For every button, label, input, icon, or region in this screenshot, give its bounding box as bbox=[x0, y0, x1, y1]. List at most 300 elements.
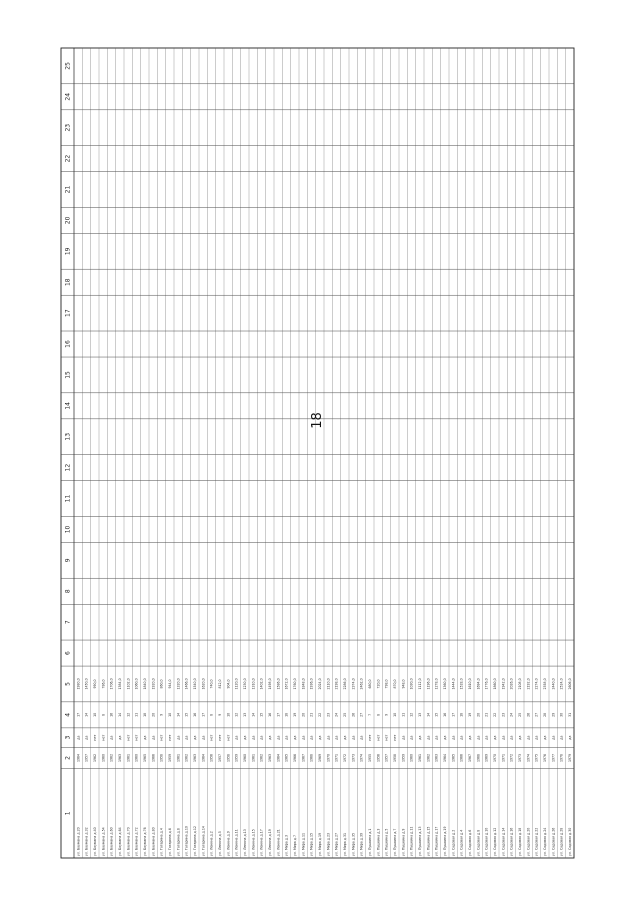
table-cell: да bbox=[468, 735, 473, 740]
table-cell: 1060,0 bbox=[134, 678, 139, 690]
table-cell: да bbox=[326, 735, 331, 740]
table-cell: 1586,0 bbox=[276, 678, 281, 690]
table-cell: 1960 bbox=[409, 753, 414, 763]
table-cell: 22 bbox=[318, 712, 323, 717]
table-cell: ул. Ленина д.2 bbox=[209, 831, 214, 856]
table-cell: да bbox=[243, 735, 248, 740]
table-cell: ул. Садовая д.12 bbox=[493, 827, 498, 856]
table-cell: да bbox=[526, 735, 531, 740]
table-cell: да bbox=[459, 735, 464, 740]
table-cell: 2024,0 bbox=[318, 678, 323, 690]
table-cell: 17 bbox=[451, 712, 456, 717]
table-cell: 1962 bbox=[109, 753, 114, 763]
table-cell: 10 bbox=[168, 712, 173, 717]
table-cell: 13 bbox=[418, 712, 423, 717]
table-cell: 23 bbox=[326, 712, 331, 717]
table-cell: 25 bbox=[343, 712, 348, 717]
table-cell: 23 bbox=[501, 712, 506, 717]
table-cell: ул. Садовая д.10 bbox=[484, 827, 489, 856]
table-cell: 2358,0 bbox=[543, 678, 548, 690]
table-cell: ул. Мира д.23 bbox=[326, 832, 331, 856]
column-number: 20 bbox=[64, 216, 72, 225]
table-cell: ул. Мира д.3 bbox=[284, 834, 289, 856]
table-cell: да bbox=[568, 735, 573, 740]
table-cell: ул. Гагарина д.12 bbox=[193, 826, 198, 856]
table-cell: 1959 bbox=[234, 753, 239, 763]
table-cell: 1961 bbox=[251, 753, 256, 763]
table-cell: 1965 bbox=[284, 753, 289, 763]
table-cell: 1962 bbox=[426, 753, 431, 763]
table-cell: 16 bbox=[443, 712, 448, 717]
table-cell: 12 bbox=[234, 712, 239, 717]
column-number: 18 bbox=[64, 278, 72, 287]
table-cell: 14 bbox=[426, 712, 431, 717]
table-cell: 21 bbox=[484, 712, 489, 717]
column-number: 6 bbox=[64, 651, 72, 655]
table-cell: 27 bbox=[534, 712, 539, 717]
table-cell: 944,0 bbox=[168, 679, 173, 689]
table-cell: 24 bbox=[509, 712, 514, 717]
table-cell: 1384,0 bbox=[118, 678, 123, 690]
table-cell: ул. Ленина д.15 bbox=[251, 829, 256, 856]
table-cell: 22 bbox=[493, 712, 498, 717]
table-cell: 1969 bbox=[318, 753, 323, 763]
table-cell: 12 bbox=[409, 712, 414, 717]
table-cell: 20 bbox=[301, 712, 306, 717]
table-cell: 1973 bbox=[518, 753, 523, 763]
table-cell: 1963 bbox=[193, 753, 198, 763]
table-cell: да bbox=[109, 735, 114, 740]
table-cell: 27 bbox=[359, 712, 364, 717]
column-number: 15 bbox=[64, 371, 72, 379]
table-cell: да bbox=[484, 735, 489, 740]
table-cell: да bbox=[359, 735, 364, 740]
table-cell: 1979 bbox=[568, 753, 573, 763]
table-cell: ул. Ленина д.11 bbox=[234, 829, 239, 856]
table-cell: 1972 bbox=[509, 753, 514, 763]
table-cell: 1964 bbox=[76, 753, 81, 763]
table-cell: ул. Ленина д.13 bbox=[243, 829, 248, 856]
table-cell: 1958 bbox=[393, 753, 398, 763]
table-cell: 1965 bbox=[451, 753, 456, 763]
table-cell: 1971 bbox=[501, 753, 506, 763]
table-cell: 2606,0 bbox=[568, 678, 573, 690]
table-cell: да bbox=[343, 735, 348, 740]
table-cell: ул. Ленина д.21 bbox=[276, 829, 281, 856]
table-cell: 1942,0 bbox=[501, 678, 506, 690]
table-cell: 2108,0 bbox=[518, 678, 523, 690]
table-cell: ул. Мира д.35 bbox=[351, 832, 356, 856]
table-cell: 31 bbox=[568, 712, 573, 717]
table-cell: 9 bbox=[218, 713, 223, 716]
table-cell: 812,0 bbox=[218, 679, 223, 689]
table-cell: да bbox=[84, 735, 89, 740]
table-cell: 2524,0 bbox=[559, 678, 564, 690]
table-cell: ул. Ленина д.9 bbox=[226, 831, 231, 856]
table-cell: ул. Мира д.19 bbox=[318, 832, 323, 856]
table-cell: 1961 bbox=[418, 753, 423, 763]
table-cell: 8 bbox=[101, 713, 106, 716]
table-cell: ул. Пушкина д.1 bbox=[368, 828, 373, 856]
table-cell: 1963 bbox=[434, 753, 439, 763]
table-cell: 1610,0 bbox=[468, 678, 473, 690]
table-cell: да bbox=[201, 735, 206, 740]
table-cell: ул. Пушкина д.13 bbox=[418, 826, 423, 856]
table-cell: ул. Пушкина д.17 bbox=[434, 826, 439, 856]
table-cell: ул. Пушкина д.19 bbox=[443, 826, 448, 856]
table-cell: 1030,0 bbox=[409, 678, 414, 690]
table-cell: 990,0 bbox=[93, 679, 98, 689]
table-cell: ул. Мира д.27 bbox=[334, 832, 339, 856]
table-cell: да bbox=[543, 735, 548, 740]
table-cell: да bbox=[418, 735, 423, 740]
column-number: 1 bbox=[64, 811, 72, 816]
table-cell: да bbox=[234, 735, 239, 740]
table-cell: да bbox=[176, 735, 181, 740]
table-cell: ул. Садовая д.30 bbox=[568, 827, 573, 856]
table-cell: 1964 bbox=[276, 753, 281, 763]
table-cell: ул. Садовая д.18 bbox=[518, 827, 523, 856]
table-cell: 1974 bbox=[359, 753, 364, 763]
table-cell: да bbox=[318, 735, 323, 740]
table-cell: 786,0 bbox=[101, 679, 106, 689]
table-cell: 2110,0 bbox=[326, 678, 331, 690]
table-cell: 1957 bbox=[218, 753, 223, 763]
table-cell: да bbox=[351, 735, 356, 740]
table-cell: 10 bbox=[226, 712, 231, 717]
table-cell: 13 bbox=[243, 712, 248, 717]
table-cell: ул. Мира д.15 bbox=[309, 832, 314, 856]
column-number: 24 bbox=[64, 92, 72, 101]
table-cell: 1966 bbox=[459, 753, 464, 763]
table-cell: 1320,0 bbox=[176, 678, 181, 690]
table-cell: 1760,0 bbox=[293, 678, 298, 690]
table-cell: ул. Пушкина д.3 bbox=[376, 828, 381, 856]
table-cell: да bbox=[493, 735, 498, 740]
table-cell: 1960 bbox=[101, 753, 106, 763]
table-cell: 11 bbox=[401, 712, 406, 717]
table-cell: 18 bbox=[143, 712, 148, 717]
table-cell: 1965 bbox=[143, 753, 148, 763]
table-cell: да bbox=[184, 735, 189, 740]
table-cell: 1964 bbox=[201, 753, 206, 763]
table-cell: 798,0 bbox=[384, 679, 389, 689]
table-cell: да bbox=[151, 735, 156, 740]
table-cell: да bbox=[284, 735, 289, 740]
table-cell: да bbox=[276, 735, 281, 740]
table-cell: 14 bbox=[118, 712, 123, 717]
table-cell: 1955 bbox=[368, 753, 373, 763]
table-cell: да bbox=[501, 735, 506, 740]
table-cell: да bbox=[451, 735, 456, 740]
table-cell: 1975 bbox=[534, 753, 539, 763]
page-number: 18 bbox=[309, 412, 325, 429]
table-cell: нет bbox=[376, 734, 381, 741]
table-cell: 1962 bbox=[93, 753, 98, 763]
table-cell: ул. Пушкина д.11 bbox=[409, 826, 414, 856]
table-cell: 9 bbox=[159, 713, 164, 716]
table-cell: да bbox=[409, 735, 414, 740]
table-cell: 1498,0 bbox=[268, 678, 273, 690]
table-cell: 26 bbox=[526, 712, 531, 717]
table-cell: ул. Садовая д.6 bbox=[468, 829, 473, 856]
table-cell: ул. Садовая д.28 bbox=[559, 827, 564, 856]
table-cell: 1968 bbox=[309, 753, 314, 763]
table-cell: 1278,0 bbox=[434, 678, 439, 690]
table-cell: 2274,0 bbox=[534, 678, 539, 690]
table-cell: 15 bbox=[434, 712, 439, 717]
table-cell: 16 bbox=[109, 712, 114, 717]
table-cell: ул. Ленина д.5 bbox=[218, 831, 223, 856]
table-cell: 1961 bbox=[126, 753, 131, 763]
table-cell: 1962 bbox=[184, 753, 189, 763]
table-cell: 1450,0 bbox=[84, 678, 89, 690]
table-cell: 1957 bbox=[84, 753, 89, 763]
table-cell: 8 bbox=[376, 713, 381, 716]
column-number: 12 bbox=[64, 463, 72, 472]
table-cell: 21 bbox=[309, 712, 314, 717]
table-cell: 1360,0 bbox=[443, 678, 448, 690]
table-cell: 14 bbox=[84, 712, 89, 717]
table-cell: да bbox=[443, 735, 448, 740]
table-cell: 1958 bbox=[226, 753, 231, 763]
table-cell: 870,0 bbox=[393, 679, 398, 689]
table-cell: 1970 bbox=[493, 753, 498, 763]
table-cell: ул. Пушкина д.9 bbox=[401, 828, 406, 856]
table-cell: 1962 bbox=[259, 753, 264, 763]
table-cell: 1706,0 bbox=[109, 678, 114, 690]
table-cell: ул. Садовая д.16 bbox=[509, 827, 514, 856]
table-cell: да bbox=[118, 735, 123, 740]
table-cell: ул. Ленина д.19 bbox=[268, 829, 273, 856]
table-cell: 20 bbox=[476, 712, 481, 717]
table-cell: 2374,0 bbox=[351, 678, 356, 690]
table-cell: 1971 bbox=[334, 753, 339, 763]
table-cell: ул. Пушкина д.5 bbox=[384, 828, 389, 856]
table-cell: 17 bbox=[201, 712, 206, 717]
table-cell: нет bbox=[126, 734, 131, 741]
table-cell: 948,0 bbox=[401, 679, 406, 689]
table-cell: 19 bbox=[468, 712, 473, 717]
column-number: 10 bbox=[64, 525, 72, 534]
table-cell: ул. Садовая д.20 bbox=[526, 827, 531, 856]
table-cell: 2462,0 bbox=[359, 678, 364, 690]
table-cell: да bbox=[251, 735, 256, 740]
table-cell: 18 bbox=[459, 712, 464, 717]
table-cell: 14 bbox=[176, 712, 181, 717]
column-number: 8 bbox=[64, 589, 72, 594]
table-cell: 17 bbox=[276, 712, 281, 717]
table-cell: 1960 bbox=[134, 753, 139, 763]
table-cell: ул. Мира д.39 bbox=[359, 832, 364, 856]
table-cell: 740,0 bbox=[209, 679, 214, 689]
table-cell: да bbox=[143, 735, 148, 740]
table-cell: 1840,0 bbox=[143, 678, 148, 690]
table-cell: ул. Мира д.31 bbox=[343, 832, 348, 856]
column-number: 25 bbox=[64, 62, 72, 70]
table-cell: 1310,0 bbox=[251, 678, 256, 690]
table-cell: 1402,0 bbox=[259, 678, 264, 690]
table-cell: 2286,0 bbox=[343, 678, 348, 690]
column-number: 22 bbox=[64, 154, 72, 163]
column-number: 4 bbox=[64, 712, 72, 717]
table-cell: нет bbox=[159, 734, 164, 741]
table-cell: 1120,0 bbox=[234, 678, 239, 690]
table-cell: 15 bbox=[259, 712, 264, 717]
column-number: 3 bbox=[64, 735, 72, 740]
table-cell: ул. Пушкина д.7 bbox=[393, 828, 398, 856]
table-cell: 1963 bbox=[118, 753, 123, 763]
table-cell: ул. Баумана д.54 bbox=[101, 827, 106, 856]
table-cell: 1936,0 bbox=[309, 678, 314, 690]
table-cell: 1230,0 bbox=[243, 678, 248, 690]
column-number: 16 bbox=[64, 340, 72, 348]
table-cell: 15 bbox=[184, 712, 189, 717]
table-cell: 9 bbox=[384, 713, 389, 716]
column-number: 23 bbox=[64, 123, 72, 132]
table-cell: нет bbox=[384, 734, 389, 741]
table-cell: ул. Баумана д.70 bbox=[126, 827, 131, 856]
table-cell: 1112,0 bbox=[418, 678, 423, 690]
table-cell: ул. Гагарина д.10 bbox=[184, 826, 189, 856]
table-cell: ул. Садовая д.2 bbox=[451, 829, 456, 856]
table-cell: 1102,0 bbox=[126, 678, 131, 690]
column-number: 7 bbox=[64, 620, 72, 625]
column-number: 2 bbox=[64, 756, 72, 760]
table-cell: да bbox=[551, 735, 556, 740]
table-cell: 12 bbox=[126, 712, 131, 717]
table-cell: да bbox=[401, 735, 406, 740]
table-cell: 1672,0 bbox=[284, 678, 289, 690]
table-cell: 1620,0 bbox=[201, 678, 206, 690]
table-cell: нет bbox=[393, 734, 398, 741]
table-cell: нет bbox=[218, 734, 223, 741]
table-cell: 1967 bbox=[301, 753, 306, 763]
table-cell: 30 bbox=[559, 712, 564, 717]
table-cell: ул. Баумана д.32 bbox=[84, 827, 89, 856]
table-cell: 1978 bbox=[559, 753, 564, 763]
table-cell: да bbox=[268, 735, 273, 740]
table-cell: 1973 bbox=[351, 753, 356, 763]
table-cell: да bbox=[334, 735, 339, 740]
table-cell: 1860,0 bbox=[493, 678, 498, 690]
table-cell: 904,0 bbox=[226, 679, 231, 689]
table-cell: ул. Баумана д.20 bbox=[76, 827, 81, 856]
table-cell: 1957 bbox=[384, 753, 389, 763]
table-cell: 1972 bbox=[343, 753, 348, 763]
table-cell: да bbox=[259, 735, 264, 740]
table-cell: 1980,0 bbox=[76, 678, 81, 690]
table-cell: 1959 bbox=[168, 753, 173, 763]
table-cell: 18 bbox=[284, 712, 289, 717]
table-cell: да bbox=[476, 735, 481, 740]
table-cell: 2192,0 bbox=[526, 678, 531, 690]
table-cell: ул. Садовая д.24 bbox=[543, 827, 548, 856]
table-cell: 17 bbox=[76, 712, 81, 717]
table-cell: ул. Баумана д.76 bbox=[143, 827, 148, 856]
table-cell: 1956 bbox=[376, 753, 381, 763]
table-cell: 1466,0 bbox=[184, 678, 189, 690]
table-cell: 26 bbox=[351, 712, 356, 717]
table-cell: 1960 bbox=[243, 753, 248, 763]
table-cell: да bbox=[309, 735, 314, 740]
table-cell: ул. Баумана д.80 bbox=[151, 827, 156, 856]
table-cell: нет bbox=[368, 734, 373, 741]
table-cell: 8 bbox=[209, 713, 214, 716]
table-cell: ул. Садовая д.8 bbox=[476, 829, 481, 856]
table-cell: 1976 bbox=[543, 753, 548, 763]
table-cell: 1776,0 bbox=[484, 678, 489, 690]
table-cell: 1970 bbox=[326, 753, 331, 763]
table-cell: 11 bbox=[134, 712, 139, 717]
table-cell: ул. Гагарина д.4 bbox=[159, 828, 164, 856]
table-cell: 1961 bbox=[176, 753, 181, 763]
table-cell: ул. Мира д.11 bbox=[301, 832, 306, 856]
table-cell: 2198,0 bbox=[334, 678, 339, 690]
table-cell: да bbox=[559, 735, 564, 740]
table-cell: ул. Садовая д.14 bbox=[501, 827, 506, 856]
table-cell: 1528,0 bbox=[459, 678, 464, 690]
column-number: 13 bbox=[64, 432, 72, 441]
table-cell: 1848,0 bbox=[301, 678, 306, 690]
table-cell: 1966 bbox=[293, 753, 298, 763]
table-cell: 1977 bbox=[551, 753, 556, 763]
table-cell: 1966 bbox=[151, 753, 156, 763]
table-cell: 1196,0 bbox=[426, 678, 431, 690]
table-cell: да bbox=[301, 735, 306, 740]
table-cell: ул. Баумана д.40 bbox=[93, 827, 98, 856]
table-cell: 2026,0 bbox=[509, 678, 514, 690]
table-cell: ул. Баумана д.72 bbox=[134, 827, 139, 856]
table-cell: нет bbox=[226, 734, 231, 741]
table-cell: 29 bbox=[551, 712, 556, 717]
table-cell: 19 bbox=[293, 712, 298, 717]
table-cell: ул. Садовая д.4 bbox=[459, 829, 464, 856]
table-cell: ул. Гагарина д.6 bbox=[168, 828, 173, 856]
table-cell: 25 bbox=[518, 712, 523, 717]
table-cell: 20 bbox=[151, 712, 156, 717]
column-number: 17 bbox=[64, 309, 72, 317]
table-cell: ул. Пушкина д.15 bbox=[426, 826, 431, 856]
table-cell: 1958 bbox=[159, 753, 164, 763]
table-cell: да bbox=[518, 735, 523, 740]
table-cell: 24 bbox=[334, 712, 339, 717]
table-cell: 1956 bbox=[209, 753, 214, 763]
table-cell: 860,0 bbox=[159, 679, 164, 689]
table-cell: 1967 bbox=[468, 753, 473, 763]
table-cell: 1969 bbox=[484, 753, 489, 763]
column-number: 21 bbox=[64, 185, 72, 194]
table-cell: ул. Гагарина д.14 bbox=[201, 826, 206, 856]
table-cell: 680,0 bbox=[368, 679, 373, 689]
table-cell: ул. Гагарина д.8 bbox=[176, 828, 181, 856]
table-cell: да bbox=[534, 735, 539, 740]
table-cell: 720,0 bbox=[376, 679, 381, 689]
table-cell: 1968 bbox=[476, 753, 481, 763]
table-cell: 1959 bbox=[401, 753, 406, 763]
table-cell: 10 bbox=[393, 712, 398, 717]
table-cell: нет bbox=[93, 734, 98, 741]
table-cell: 1963 bbox=[268, 753, 273, 763]
table-cell: ул. Садовая д.26 bbox=[551, 827, 556, 856]
table-cell: ул. Ленина д.17 bbox=[259, 829, 264, 856]
table-cell: ул. Баумана д.60 bbox=[109, 827, 114, 856]
table-cell: 2440,0 bbox=[551, 678, 556, 690]
column-number: 5 bbox=[64, 682, 72, 686]
table-cell: ул. Садовая д.22 bbox=[534, 827, 539, 856]
table-cell: нет bbox=[209, 734, 214, 741]
table-cell: да bbox=[426, 735, 431, 740]
